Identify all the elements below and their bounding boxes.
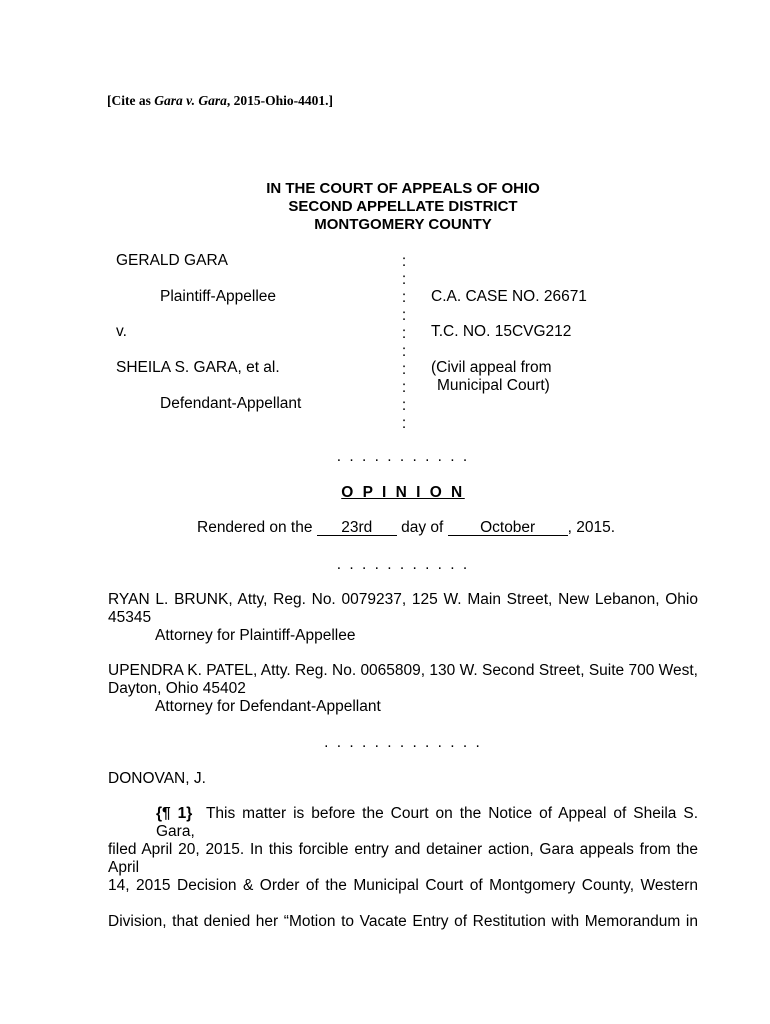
judge-name: DONOVAN, J. <box>108 770 206 787</box>
citation-suffix: , 2015-Ohio-4401.] <box>226 93 333 108</box>
caption-colon: : <box>401 343 407 360</box>
rendered-line <box>197 519 615 537</box>
defendant-counsel-line1: UPENDRA K. PATEL, Atty. Reg. No. 0065809, 130 W. Second Street, Suite 700 West, <box>108 662 698 679</box>
appeal-note-line1: (Civil appeal from <box>431 359 552 376</box>
paragraph-1-line4: Division, that denied her “Motion to Vacate Entry of Restitution with Memorandum in <box>108 913 698 930</box>
caption-colon: : <box>401 397 407 414</box>
plaintiff-counsel-role: Attorney for Plaintiff-Appellee <box>155 627 356 644</box>
defendant-counsel-line2: Dayton, Ohio 45402 <box>108 680 246 697</box>
appeal-note-line2: Municipal Court) <box>437 377 550 394</box>
section-separator: . . . . . . . . . . . <box>336 448 470 465</box>
plaintiff-counsel-line1: RYAN L. BRUNK, Atty, Reg. No. 0079237, 125 W. Main Street, New Lebanon, Ohio <box>108 591 698 608</box>
ca-case-number: C.A. CASE NO. 26671 <box>431 288 587 305</box>
citation-case-name: Gara v. Gara <box>154 93 227 108</box>
citation <box>107 93 333 109</box>
section-separator: . . . . . . . . . . . <box>336 556 470 573</box>
caption-colon: : <box>401 361 407 378</box>
opinion-title: O P I N I O N <box>341 484 465 501</box>
paragraph-1-line1 <box>156 805 698 841</box>
caption-colon: : <box>401 253 407 270</box>
plaintiff-name: GERALD GARA <box>116 252 228 269</box>
paragraph-1-text: This matter is before the Court on the Notice of Appeal of Sheila S. Gara, <box>156 805 698 840</box>
caption-colon: : <box>401 415 407 432</box>
paragraph-marker: {¶ 1} <box>156 805 193 822</box>
caption-colon: : <box>401 325 407 342</box>
defendant-counsel-role: Attorney for Defendant-Appellant <box>155 698 381 715</box>
defendant-role: Defendant-Appellant <box>160 395 302 412</box>
versus: v. <box>116 323 127 340</box>
court-name: IN THE COURT OF APPEALS OF OHIO <box>266 180 540 197</box>
county-name: MONTGOMERY COUNTY <box>314 216 492 233</box>
section-separator: . . . . . . . . . . . . . <box>324 734 482 751</box>
rendered-day: 23rd <box>317 520 397 536</box>
paragraph-1-line3: 14, 2015 Decision & Order of the Municipal Court of Montgomery County, Western <box>108 877 698 894</box>
plaintiff-role: Plaintiff-Appellee <box>160 288 277 305</box>
rendered-day-of: day of <box>401 519 444 536</box>
caption-colon: : <box>401 271 407 288</box>
defendant-name: SHEILA S. GARA, et al. <box>116 359 280 376</box>
plaintiff-counsel-line2: 45345 <box>108 609 152 626</box>
district-name: SECOND APPELLATE DISTRICT <box>288 198 518 215</box>
paragraph-1-line2: filed April 20, 2015. In this forcible entry and detainer action, Gara appeals from the April <box>108 841 698 876</box>
caption-colon: : <box>401 379 407 396</box>
rendered-month: October <box>448 520 568 536</box>
caption-colon: : <box>401 289 407 306</box>
rendered-year: , 2015. <box>567 519 616 536</box>
tc-number: T.C. NO. 15CVG212 <box>431 323 572 340</box>
caption-colon: : <box>401 307 407 324</box>
citation-prefix: [Cite as <box>107 93 155 108</box>
rendered-prefix: Rendered on the <box>197 519 313 536</box>
